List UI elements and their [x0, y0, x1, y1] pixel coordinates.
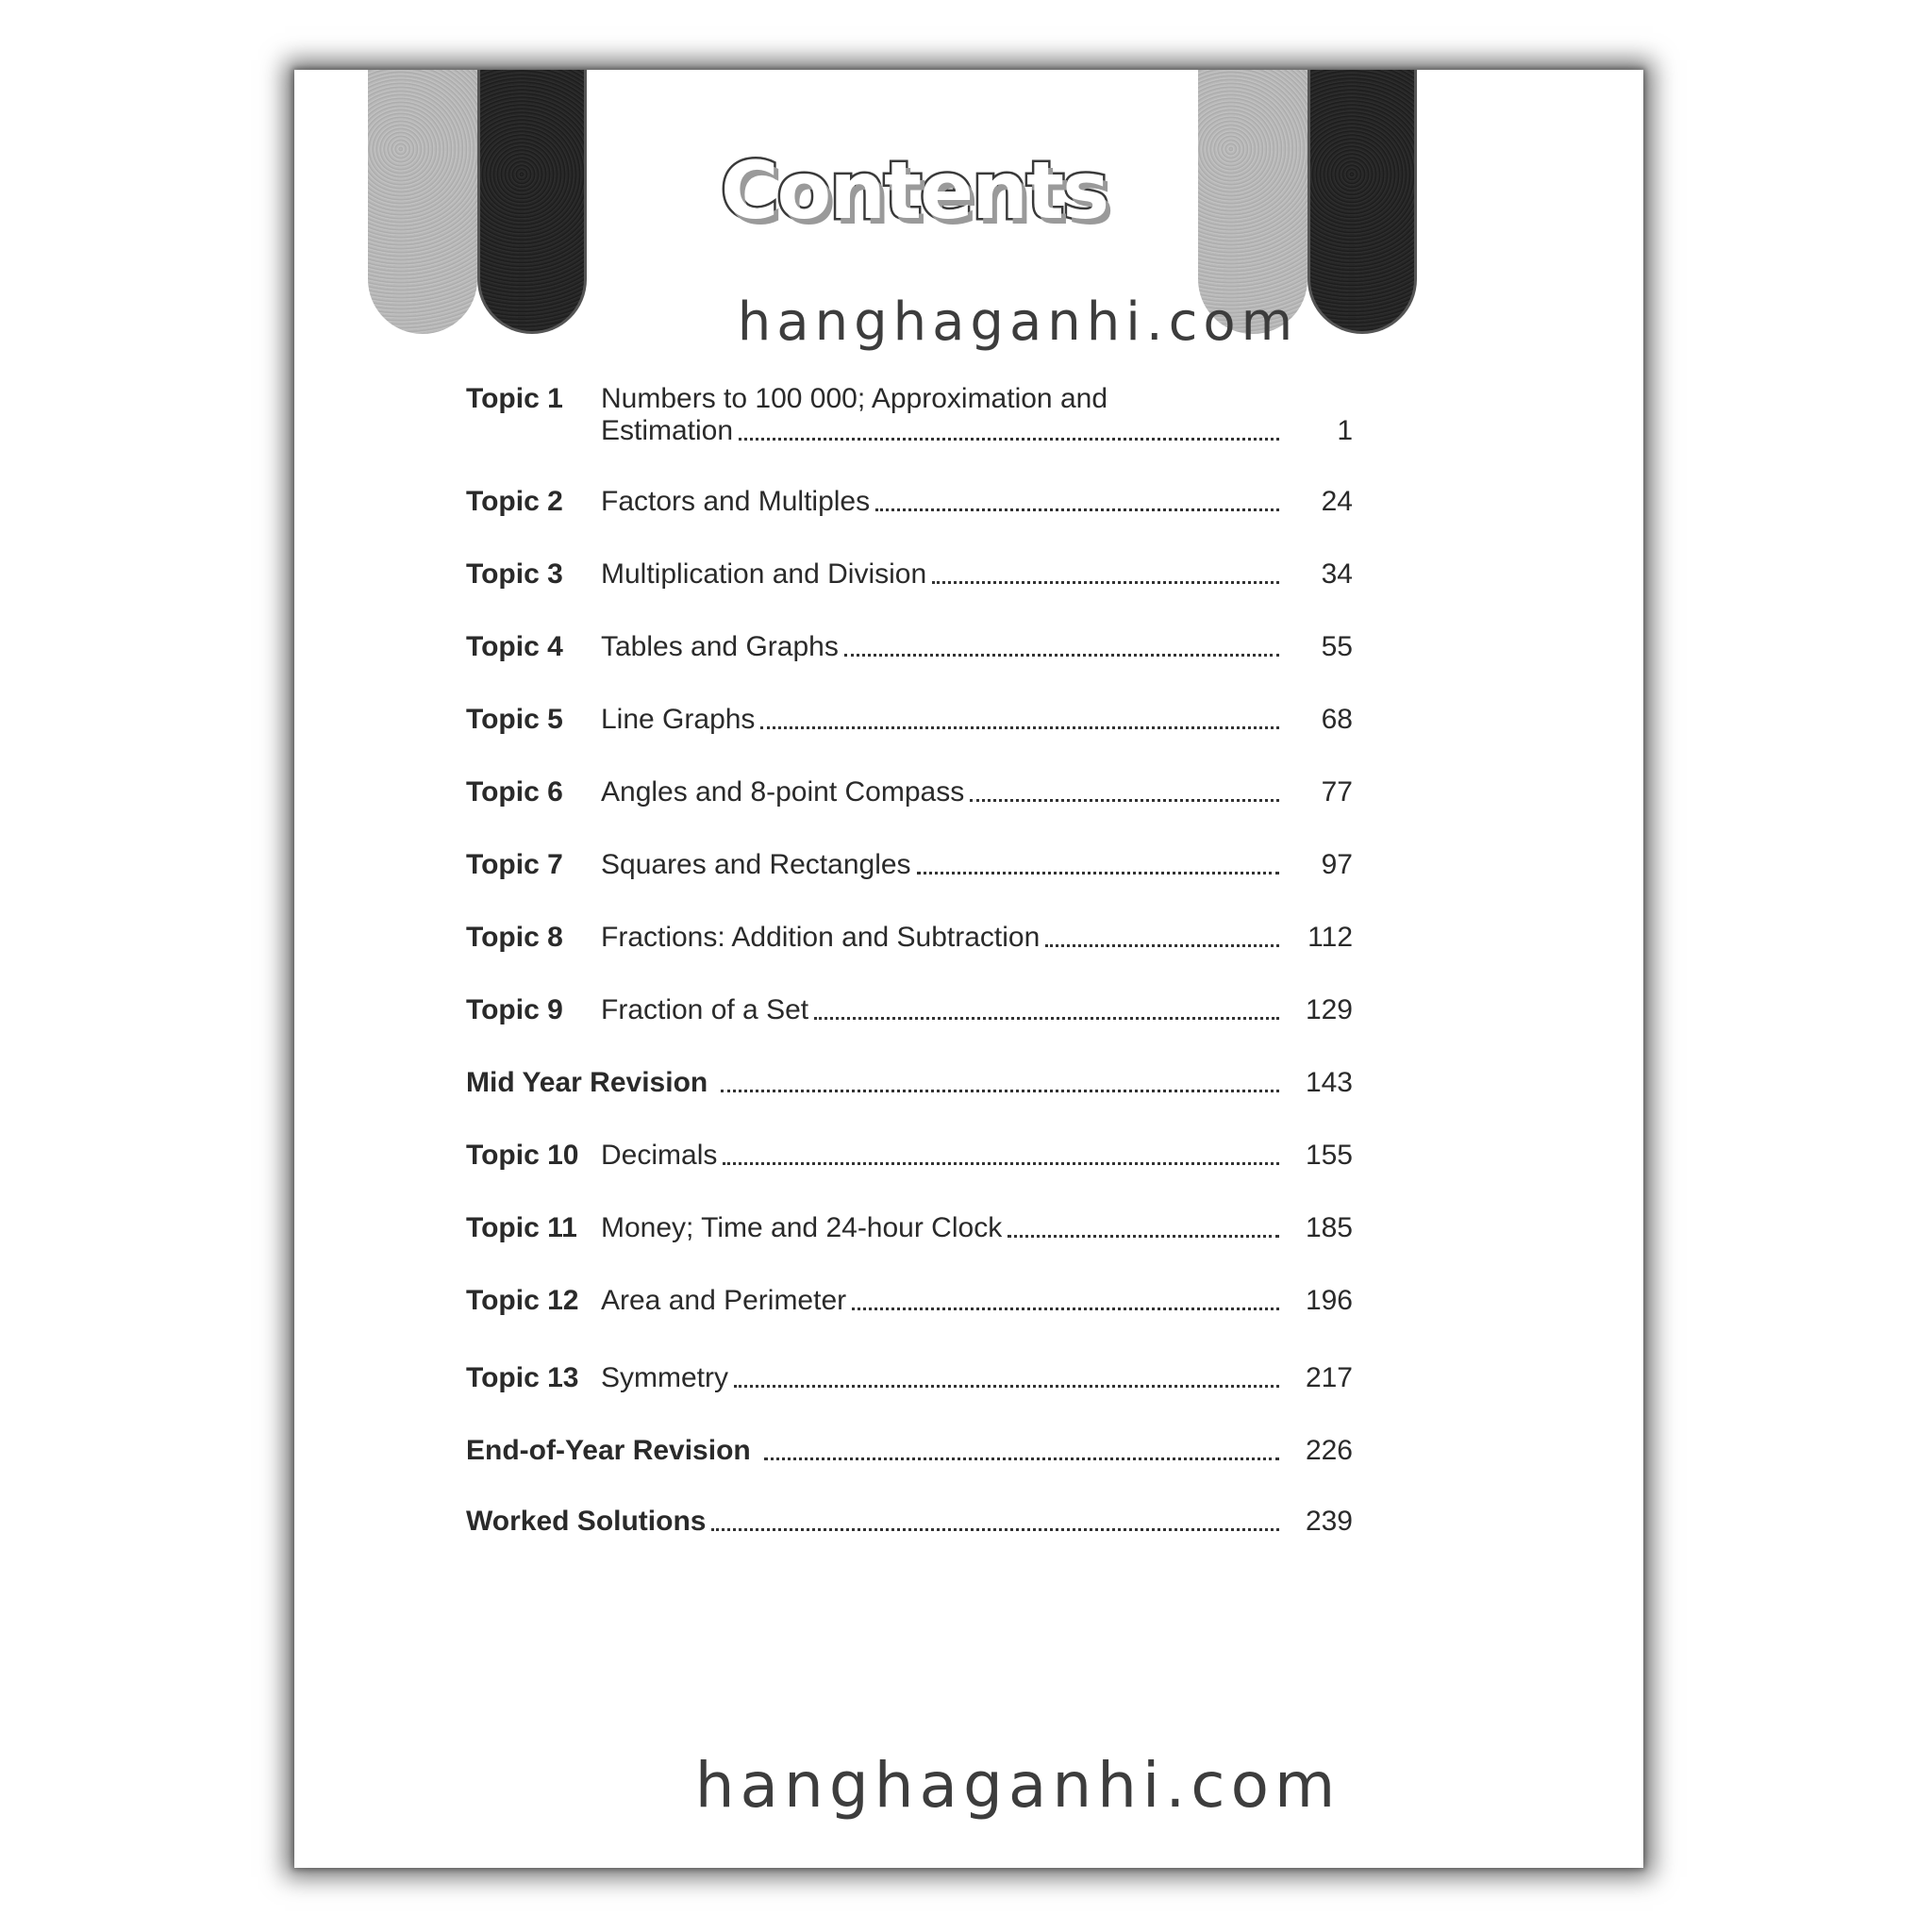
dot-leader: [739, 438, 1279, 441]
toc-entry-title-line2: Estimation: [601, 415, 734, 446]
toc-entry-page: 185: [1305, 1212, 1353, 1243]
toc-entry-label: Topic 10: [466, 1140, 579, 1171]
toc-entry-end-of-year-revision[interactable]: [466, 1435, 1353, 1467]
toc-entry-topic-6[interactable]: [466, 776, 1353, 808]
watermark-top: hanghaganhi.com: [737, 291, 1299, 353]
watermark-bottom: hanghaganhi.com: [694, 1749, 1341, 1822]
dot-leader: [970, 799, 1279, 802]
toc-entry-title: Decimals: [601, 1140, 718, 1171]
dot-leader: [760, 726, 1279, 729]
toc-entry-topic-12[interactable]: [466, 1285, 1353, 1317]
toc-entry-label: Topic 2: [466, 486, 563, 517]
toc-entry-title: Fraction of a Set: [601, 994, 809, 1025]
toc-entry-page: 55: [1321, 631, 1353, 662]
dot-leader: [814, 1017, 1279, 1020]
toc-entry-title: Angles and 8-point Compass: [601, 776, 965, 808]
dot-leader: [764, 1457, 1279, 1460]
page-title: Contents: [720, 144, 1108, 237]
toc-entry-label: Topic 12: [466, 1285, 579, 1316]
toc-entry-page: 196: [1305, 1285, 1353, 1316]
toc-entry-title: Line Graphs: [601, 704, 756, 735]
toc-entry-page: 97: [1321, 849, 1353, 880]
toc-entry-label: Topic 11: [466, 1212, 577, 1243]
toc-entry-worked-solutions[interactable]: [466, 1506, 1353, 1538]
toc-entry-topic-3[interactable]: [466, 558, 1353, 591]
dot-leader: [844, 654, 1279, 657]
toc-entry-label: Topic 9: [466, 994, 563, 1025]
toc-entry-label: Topic 7: [466, 849, 563, 880]
toc-entry-page: 143: [1305, 1067, 1353, 1098]
toc-entry-page: 68: [1321, 704, 1353, 735]
toc-entry-topic-7[interactable]: [466, 849, 1353, 881]
toc-entry-title: Area and Perimeter: [601, 1285, 847, 1316]
toc-entry-title: [601, 383, 1279, 447]
toc-entry-topic-9[interactable]: [466, 994, 1353, 1026]
dot-leader: [932, 581, 1279, 584]
toc-entry-topic-8[interactable]: [466, 922, 1353, 954]
toc-entry-label: Topic 5: [466, 704, 563, 735]
toc-entry-mid-year-revision[interactable]: [466, 1067, 1353, 1099]
toc-entry-title-line1: Numbers to 100 000; Approximation and: [601, 383, 1108, 414]
toc-entry-page: 24: [1321, 486, 1353, 517]
toc-entry-topic-4[interactable]: [466, 631, 1353, 663]
toc-entry-heading: Worked Solutions: [466, 1506, 707, 1537]
toc-entry-topic-2[interactable]: [466, 486, 1353, 518]
toc-entry-label: Topic 1: [466, 383, 563, 414]
toc-entry-heading: Mid Year Revision: [466, 1067, 708, 1098]
table-of-contents: [466, 383, 1353, 1538]
toc-entry-topic-11[interactable]: [466, 1212, 1353, 1244]
toc-entry-label: Topic 6: [466, 776, 563, 808]
toc-entry-page: 129: [1305, 994, 1353, 1025]
toc-entry-topic-13[interactable]: [466, 1362, 1353, 1394]
book-page: [294, 70, 1643, 1868]
dot-leader: [711, 1528, 1279, 1531]
toc-entry-page: 112: [1307, 922, 1353, 953]
dot-leader: [1008, 1235, 1279, 1238]
toc-entry-title: Multiplication and Division: [601, 558, 927, 590]
dot-leader: [875, 508, 1279, 511]
toc-entry-label: Topic 3: [466, 558, 563, 590]
toc-entry-label: Topic 8: [466, 922, 563, 953]
toc-entry-page: 77: [1321, 776, 1353, 808]
toc-entry-topic-10[interactable]: [466, 1140, 1353, 1172]
toc-entry-topic-1[interactable]: [466, 383, 1353, 447]
toc-entry-topic-5[interactable]: [466, 704, 1353, 736]
toc-entry-title: Squares and Rectangles: [601, 849, 911, 880]
dot-leader: [721, 1090, 1279, 1092]
toc-entry-heading: End-of-Year Revision: [466, 1435, 751, 1466]
toc-entry-title: Tables and Graphs: [601, 631, 839, 662]
toc-entry-title: Symmetry: [601, 1362, 728, 1393]
toc-entry-title: Factors and Multiples: [601, 486, 871, 517]
toc-entry-title: Fractions: Addition and Subtraction: [601, 922, 1041, 953]
toc-entry-title: Money; Time and 24-hour Clock: [601, 1212, 1003, 1243]
dot-leader: [734, 1385, 1279, 1388]
toc-entry-page: 217: [1305, 1362, 1353, 1393]
toc-entry-label: Topic 4: [466, 631, 563, 662]
toc-entry-label: Topic 13: [466, 1362, 579, 1393]
toc-entry-page: 239: [1305, 1506, 1353, 1537]
toc-entry-page: 155: [1305, 1140, 1353, 1171]
toc-entry-page: 1: [1337, 415, 1353, 446]
dot-leader: [723, 1162, 1279, 1165]
dot-leader: [852, 1307, 1279, 1310]
dot-leader: [917, 872, 1279, 874]
toc-entry-page: 226: [1305, 1435, 1353, 1466]
toc-entry-page: 34: [1321, 558, 1353, 590]
dot-leader: [1045, 944, 1279, 947]
